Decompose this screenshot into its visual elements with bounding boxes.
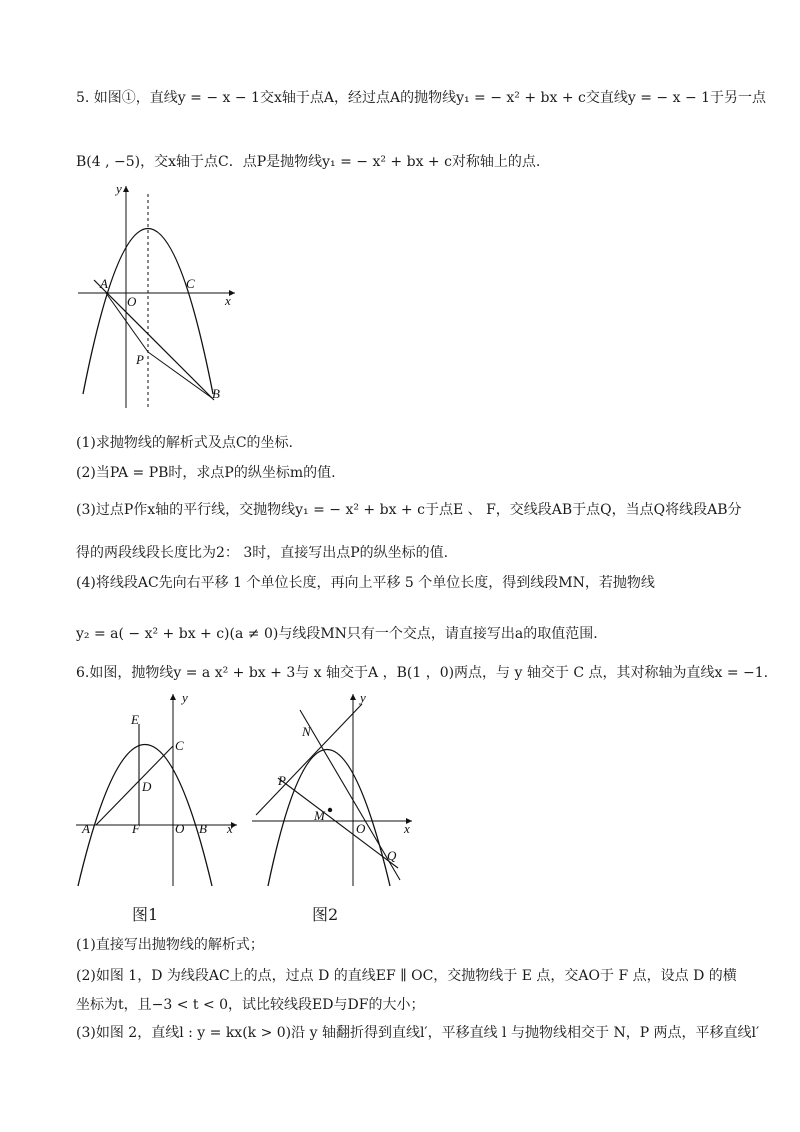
q5-item-2: (2)当PA = PB时，求点P的纵坐标m的值. xyxy=(76,465,336,481)
q6-fig1-label-b: B xyxy=(199,821,207,836)
q5-item-1: (1)求抛物线的解析式及点C的坐标. xyxy=(76,435,293,451)
q6-fig2-label-n: N xyxy=(302,724,311,739)
q6-fig2-label-x: x xyxy=(404,821,410,836)
q6-fig1-label-x: x xyxy=(227,821,233,836)
q6-intro-line: 6.如图，抛物线y = a x² + bx + 3与 x 轴交于A ，B(1 ，0)两点，与 y 轴交于 C 点，其对称轴为直线x = −1. xyxy=(76,665,769,681)
q5-item-4-cont: y₂ = a( − x² + bx + c)(a ≠ 0)与线段MN只有一个交点，请直接写出a的取值范围. xyxy=(76,626,598,642)
q6-fig1-label-o: O xyxy=(175,821,185,836)
q5-label-b: B xyxy=(212,386,220,401)
q5-intro-line-1: 5. 如图①，直线y = − x − 1交x轴于点A，经过点A的抛物线y₁ = − x² + bx + c交直线y = − x − 1于另一点 xyxy=(76,90,767,106)
q6-fig2-point-m xyxy=(328,808,332,812)
q5-label-y: y xyxy=(116,182,122,196)
q6-fig1-label-c: C xyxy=(175,738,184,753)
q6-fig1-label-f: F xyxy=(132,821,140,836)
q6-caption-2: 图2 xyxy=(312,905,339,924)
q6-fig2-parabola xyxy=(268,750,390,887)
q6-fig2-label-m: M xyxy=(314,808,325,823)
q6-fig1-segment-ac xyxy=(96,746,173,825)
q5-intro-line-2: B(4 , −5)，交x轴于点C．点P是抛物线y₁ = − x² + bx + c对称轴上的点. xyxy=(76,154,541,170)
q6-item-3: (3)如图 2，直线l : y = kx(k > 0)沿 y 轴翻折得到直线l′，平移直线 l 与抛物线相交于 N，P 两点，平移直线l′ xyxy=(76,1025,760,1041)
q6-fig1-label-d: D xyxy=(142,779,152,794)
q5-label-a: A xyxy=(100,276,108,291)
q5-segment-pb xyxy=(148,352,212,398)
q5-figure xyxy=(70,182,240,418)
q5-item-4: (4)将线段AC先向右平移 1 个单位长度，再向上平移 5 个单位长度，得到线段MN，若抛物线 xyxy=(76,575,655,591)
q6-fig2-line-l-shifted xyxy=(256,704,362,815)
q5-item-3-cont: 得的两段线段长度比为2： 3时，直接写出点P的纵坐标的值. xyxy=(76,545,449,561)
q6-fig2-label-o: O xyxy=(356,821,366,836)
q5-line-ab xyxy=(94,280,214,400)
q6-fig1-label-y: y xyxy=(182,690,188,705)
q5-label-c: C xyxy=(186,276,195,291)
q6-fig1-parabola xyxy=(78,745,212,887)
q6-fig2-label-q: Q xyxy=(387,848,397,863)
q6-item-1: (1)直接写出抛物线的解析式； xyxy=(76,937,264,953)
q6-item-2: (2)如图 1，D 为线段AC上的点，过点 D 的直线EF ∥ OC，交抛物线于 E 点，交AO于 F 点，设点 D 的横 xyxy=(76,968,737,984)
q6-fig2-label-y: y xyxy=(360,690,366,705)
q5-label-x: x xyxy=(225,293,231,308)
q6-figure-2 xyxy=(250,690,420,894)
q6-fig1-label-e: E xyxy=(131,712,139,727)
q6-fig2-line-l-prime xyxy=(278,778,398,868)
q6-figure-1 xyxy=(72,690,242,894)
q5-label-p: P xyxy=(136,352,144,367)
q6-item-2-cont: 坐标为t，且−3 < t < 0，试比较线段ED与DF的大小； xyxy=(76,997,425,1013)
q5-item-3: (3)过点P作x轴的平行线，交抛物线y₁ = − x² + bx + c于点E 、 F，交线段AB于点Q，当点Q将线段AB分 xyxy=(76,502,742,518)
q6-fig1-label-a: A xyxy=(82,821,90,836)
q5-label-o: O xyxy=(127,294,137,309)
q6-fig2-label-p: P xyxy=(278,773,286,788)
q6-caption-1: 图1 xyxy=(132,905,159,924)
q6-fig2-line-n xyxy=(300,710,400,880)
